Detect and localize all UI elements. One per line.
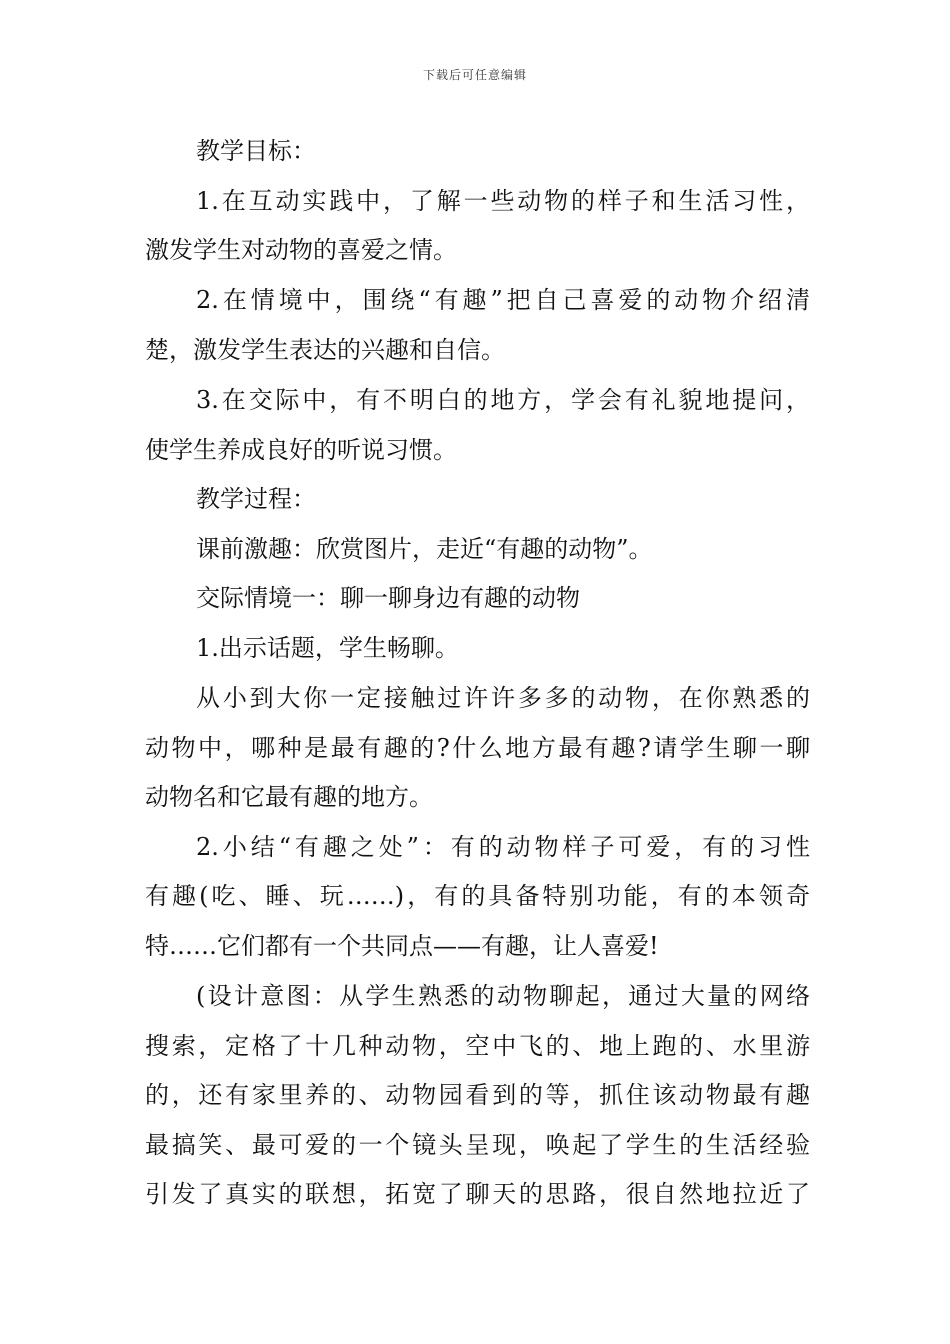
step-1-line: 1.出示话题，学生畅聊。 <box>196 634 459 662</box>
summary-line-2: 有趣(吃、睡、玩……)，有的具备特别功能，有的本领奇 <box>145 882 810 910</box>
scenario-one-heading: 交际情境一：聊一聊身边有趣的动物 <box>196 584 580 612</box>
paragraph-1-line-3: 动物名和它最有趣的地方。 <box>145 783 433 811</box>
goal-1-line-1: 1.在互动实践中，了解一些动物的样子和生活习性， <box>196 187 810 215</box>
pre-class-line: 课前激趣：欣赏图片，走近“有趣的动物”。 <box>196 535 653 563</box>
design-intent-line-2: 搜索，定格了十几种动物，空中飞的、地上跑的、水里游 <box>145 1032 810 1060</box>
goal-2-line-1: 2.在情境中，围绕“有趣”把自己喜爱的动物介绍清 <box>196 286 810 314</box>
goal-2-line-2: 楚，激发学生表达的兴趣和自信。 <box>145 336 505 364</box>
paragraph-1-line-1: 从小到大你一定接触过许许多多的动物，在你熟悉的 <box>196 684 810 712</box>
goal-1-line-2: 激发学生对动物的喜爱之情。 <box>145 236 457 264</box>
heading-teaching-goals: 教学目标： <box>196 137 316 165</box>
goal-3-line-2: 使学生养成良好的听说习惯。 <box>145 436 457 464</box>
design-intent-line-5: 引发了真实的联想，拓宽了聊天的思路，很自然地拉近了 <box>145 1180 810 1208</box>
design-intent-line-4: 最搞笑、最可爱的一个镜头呈现，唤起了学生的生活经验 <box>145 1131 810 1159</box>
summary-line-1: 2.小结“有趣之处”：有的动物样子可爱，有的习性 <box>196 833 810 861</box>
heading-teaching-process: 教学过程： <box>196 485 316 513</box>
goal-3-line-1: 3.在交际中，有不明白的地方，学会有礼貌地提问， <box>196 386 810 414</box>
summary-line-3: 特……它们都有一个共同点——有趣，让人喜爱! <box>145 932 659 960</box>
design-intent-line-1: (设计意图：从学生熟悉的动物聊起，通过大量的网络 <box>196 982 810 1010</box>
design-intent-line-3: 的，还有家里养的、动物园看到的等，抓住该动物最有趣 <box>145 1081 810 1109</box>
page-header: 下载后可任意编辑 <box>422 68 527 82</box>
paragraph-1-line-2: 动物中，哪种是最有趣的?什么地方最有趣?请学生聊一聊 <box>145 734 810 762</box>
